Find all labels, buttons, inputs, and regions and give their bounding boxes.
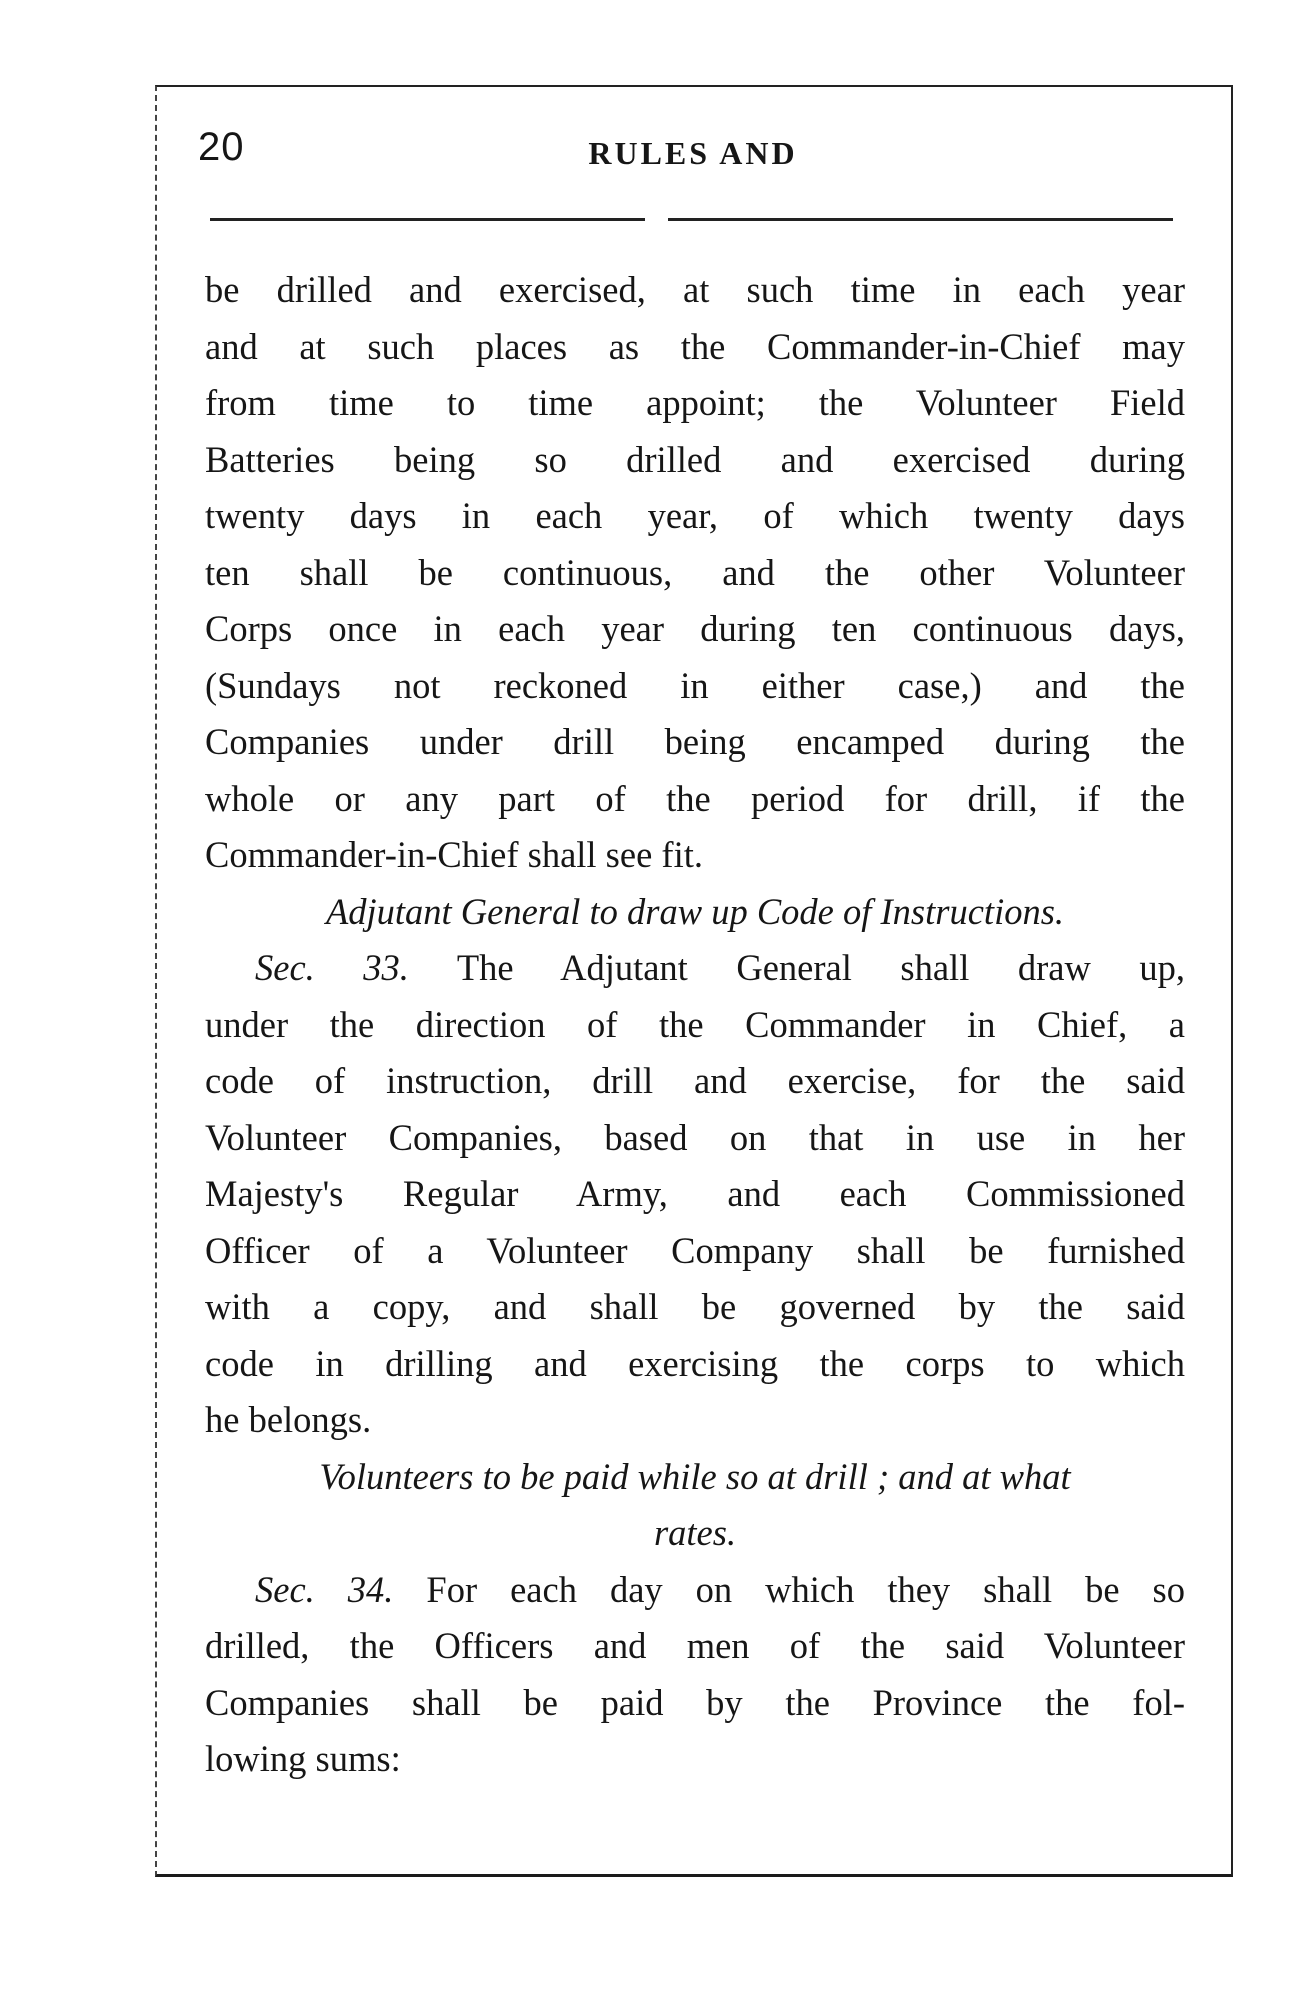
text-line: and at such places as the Commander-in-Chief may xyxy=(205,325,1185,367)
text-line: under the direction of the Commander in Chief, a xyxy=(205,1003,1185,1045)
text-line: with a copy, and shall be governed by the said xyxy=(205,1286,1185,1327)
text-line: lowing sums: xyxy=(205,1738,401,1779)
section-34-heading-continued: rates. xyxy=(653,1512,737,1553)
text-line: be drilled and exercised, at such time in each year xyxy=(205,269,1185,310)
paragraph-1 xyxy=(205,262,1185,884)
text-line: Companies shall be paid by the Province the fol- xyxy=(205,1681,1185,1723)
text-line: Officer of a Volunteer Company shall be furnished xyxy=(205,1229,1185,1271)
text-line: twenty days in each year, of which twenty days xyxy=(205,495,1185,536)
section-34-heading: Volunteers to be paid while so at drill ; and at what xyxy=(319,1455,1071,1497)
header-rule-right xyxy=(668,218,1173,221)
text-line: The Adjutant General shall draw up, xyxy=(456,947,1186,988)
text-line: code of instruction, drill and exercise, for the said xyxy=(205,1060,1185,1101)
text-line: whole or any part of the period for drill, if the xyxy=(205,777,1185,819)
text-line: Majesty's Regular Army, and each Commissioned xyxy=(205,1173,1185,1214)
text-line: Batteries being so drilled and exercised during xyxy=(205,438,1185,480)
text-line: Corps once in each year during ten continuous days, xyxy=(205,608,1185,649)
section-33-label: Sec. 33. xyxy=(255,947,409,988)
text-line: ten shall be continuous, and the other Volunteer xyxy=(205,551,1185,593)
text-line: Companies under drill being encamped during the xyxy=(205,721,1185,762)
page-number: 20 xyxy=(198,125,245,169)
section-34 xyxy=(205,1562,1185,1788)
section-33 xyxy=(205,940,1185,1449)
text-line: from time to time appoint; the Volunteer Field xyxy=(205,382,1185,423)
running-head: RULES AND xyxy=(588,135,798,171)
section-34-label: Sec. 34. xyxy=(255,1568,394,1610)
section-33-heading: Adjutant General to draw up Code of Instructions. xyxy=(325,890,1065,932)
text-line: Commander-in-Chief shall see fit. xyxy=(205,834,703,875)
text-line: code in drilling and exercising the corps to which xyxy=(205,1342,1185,1384)
section-33-first-line xyxy=(205,940,1185,997)
text-line: (Sundays not reckoned in either case,) and the xyxy=(205,664,1185,706)
page-header xyxy=(198,125,1188,175)
text-line: Volunteer Companies, based on that in use in her xyxy=(205,1116,1185,1158)
text-line: For each day on which they shall be so xyxy=(426,1568,1186,1610)
header-rule-left xyxy=(210,218,645,221)
text-line: he belongs. xyxy=(205,1399,372,1440)
body-text xyxy=(205,262,1185,1788)
text-line: drilled, the Officers and men of the said Volunteer xyxy=(205,1625,1185,1666)
section-34-first-line xyxy=(205,1562,1185,1619)
